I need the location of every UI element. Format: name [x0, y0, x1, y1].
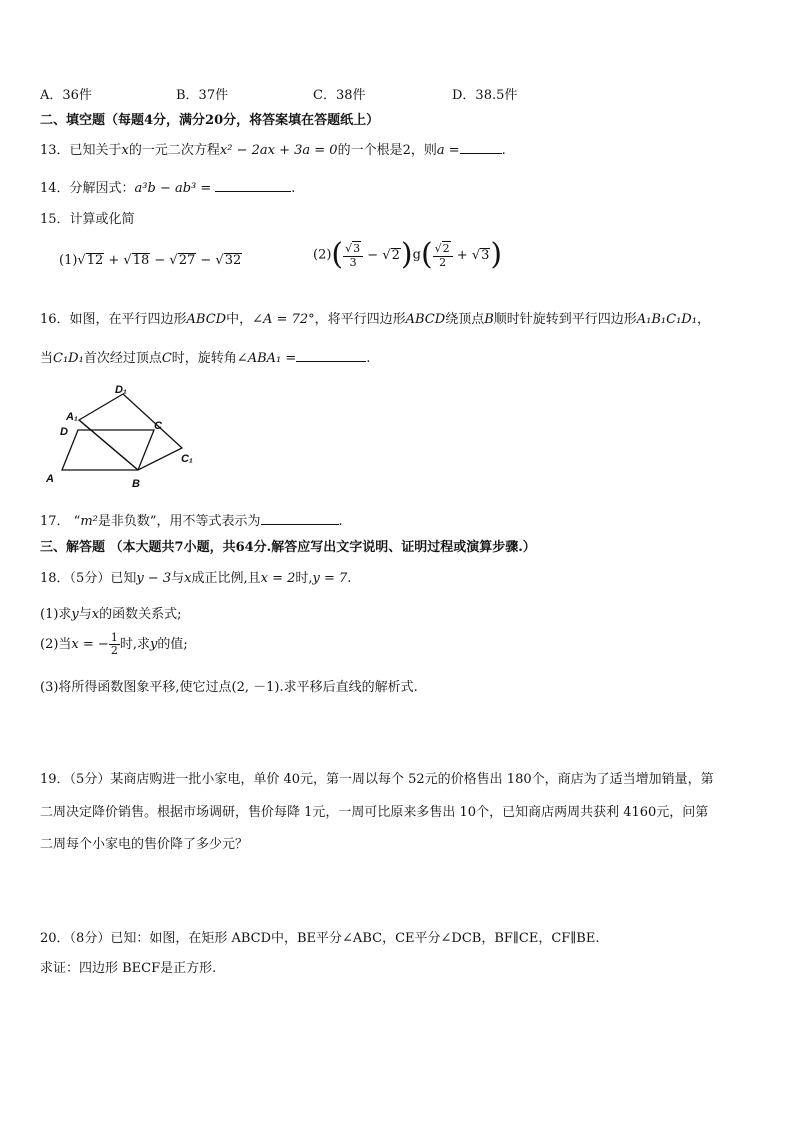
- q18-p1-y: y: [71, 607, 79, 622]
- q17-expr: m²: [80, 514, 98, 529]
- q18-cond1: x = 2: [260, 571, 296, 586]
- q16-vertex-c: C: [161, 351, 172, 366]
- segment-a1-b: [79, 420, 138, 470]
- q16-c1d1: C₁D₁: [53, 351, 84, 366]
- q18-mid: 与: [171, 571, 185, 586]
- q18-p2-c: 的值;: [157, 637, 188, 652]
- answer-blank[interactable]: [215, 180, 291, 192]
- q16-a1b1c1d1: A₁B₁C₁D₁: [636, 312, 697, 327]
- question-15-part1: (1)√12 + √18 − √27 − √32: [59, 253, 242, 268]
- question-18-part1: [40, 603, 182, 622]
- q16-text-c: ，将平行四边形: [314, 312, 406, 327]
- q18-p1-x: x: [91, 607, 100, 622]
- q15-p1-term3: 27: [178, 253, 196, 268]
- q16-text-b: 中，: [226, 312, 253, 327]
- q17-text: 是非负数”，用不等式表示为: [97, 514, 261, 529]
- question-19-line1: 19．（5分）某商店购进一批小家电，单价 40元，第一周以每个 52元的价格售出 180个，商店为了适当增加销量，第: [40, 772, 714, 787]
- label-b: B: [132, 478, 140, 490]
- label-c: C: [154, 420, 162, 432]
- q16-text-a: 16．如图，在平行四边形: [40, 312, 187, 327]
- answer-blank[interactable]: [296, 350, 366, 362]
- q16-end: .: [366, 351, 371, 366]
- q14-prefix: 14．分解因式：: [40, 181, 135, 196]
- label-c1: C₁: [181, 453, 193, 465]
- q16-text-e: 顺时针旋转到平行四边形: [493, 312, 637, 327]
- question-16-line2: [40, 347, 370, 366]
- parallelogram-a1b1c1d1: [79, 394, 182, 470]
- q16-vertex-b: B: [484, 312, 494, 327]
- q16-angle: ∠A = 72°: [252, 312, 315, 327]
- label-d: D: [60, 426, 68, 438]
- question-18: [40, 567, 351, 586]
- q18-prefix: 18．（5分）已知: [40, 571, 137, 586]
- q16-text-f: ，: [696, 312, 710, 327]
- q13-prefix: 13．已知关于: [40, 143, 122, 158]
- q16-text-h: 首次经过顶点: [83, 351, 162, 366]
- q15-p1-label: (1): [59, 253, 78, 268]
- q17-end: .: [338, 514, 343, 529]
- q14-end: .: [291, 181, 296, 196]
- q18-expr1: y − 3: [136, 571, 172, 586]
- q18-p2-den: 2: [110, 644, 118, 657]
- q18-p1-b: 与: [78, 607, 92, 622]
- q13-equation: x² − 2ax + 3a = 0: [219, 143, 338, 158]
- q16-text-g: 当: [40, 351, 54, 366]
- q18-var-x: x: [184, 571, 192, 586]
- q15-p1-term1: 12: [86, 253, 104, 268]
- q18-p2-y: y: [149, 637, 158, 652]
- question-19-line3: 二周每个小家电的售价降了多少元？: [40, 837, 249, 852]
- q16-abcd-2: ABCD: [405, 312, 446, 327]
- q18-cond2: y = 7: [312, 571, 348, 586]
- q18-p1-a: (1)求: [40, 607, 72, 622]
- question-20-line2: 求证：四边形 BECF是正方形.: [40, 961, 217, 976]
- q13-var-x: x: [121, 143, 129, 158]
- q13-mid2: 的一个根是2，则: [337, 143, 437, 158]
- parallelogram-rotation-figure: [44, 384, 214, 494]
- question-18-part3: (3)将所得函数图象平移,使它过点(2, －1).求平移后直线的解析式.: [40, 680, 418, 695]
- option-d: D．38.5件: [452, 88, 518, 103]
- option-c: C．38件: [313, 88, 366, 103]
- section3-heading: 三、解答题 （本大题共7小题，共64分.解答应写出文字说明、证明过程或演算步骤.）: [40, 540, 536, 555]
- question-15-title: 15．计算或化简: [40, 212, 135, 227]
- answer-blank[interactable]: [460, 142, 502, 154]
- question-17: [40, 510, 343, 529]
- q15-p2-label: (2): [313, 247, 332, 263]
- question-16-line1: [40, 308, 710, 327]
- question-15-part2: (2)( $\frac{√3}{3}$ − √2)g( $\frac{√2}{2}$ + √3): [313, 237, 503, 272]
- q15-p2-g: g: [412, 247, 421, 263]
- section2-heading: 二、填空题（每题4分，满分20分，将答案填在答题纸上）: [40, 113, 380, 128]
- option-a: A．36件: [40, 88, 92, 103]
- question-13: [40, 139, 506, 158]
- option-b: B．37件: [176, 88, 229, 103]
- q18-p2-x: x = −: [71, 637, 109, 652]
- q14-expr: a³b − ab³ =: [134, 181, 212, 196]
- q16-text-i: 时，旋转角: [171, 351, 237, 366]
- q18-p2-a: (2)当: [40, 637, 72, 652]
- label-d1: D₁: [115, 384, 127, 396]
- answer-blank[interactable]: [261, 513, 339, 525]
- question-19-line2: 二周决定降价销售。根据市场调研，售价每降 1元，一周可比原来多售出 10个，已知商店两周共获利 4160元，问第: [40, 805, 709, 820]
- q15-p1-term4: 32: [224, 253, 242, 268]
- question-14: [40, 177, 295, 196]
- question-18-part2: [40, 632, 188, 657]
- q13-mid: 的一元二次方程: [128, 143, 220, 158]
- q18-mid3: 时,: [295, 571, 313, 586]
- q18-end: .: [347, 571, 352, 586]
- label-a: A: [46, 473, 54, 485]
- q13-var-a: a =: [436, 143, 460, 158]
- q15-p1-term2: 18: [132, 253, 150, 268]
- q16-text-d: 绕顶点: [445, 312, 485, 327]
- q13-end: .: [501, 143, 506, 158]
- question-20-line1: 20．（8分）已知：如图，在矩形 ABCD中，BE平分∠ABC，CE平分∠DCB，BF∥CE，CF∥BE.: [40, 931, 600, 946]
- q16-abcd: ABCD: [186, 312, 227, 327]
- q18-p1-c: 的函数关系式;: [99, 607, 182, 622]
- q16-angle2: ∠ABA₁ =: [236, 351, 297, 366]
- q18-p2-b: 时,求: [119, 637, 150, 652]
- label-a1: A₁: [66, 411, 78, 423]
- q18-p2-num: 1: [110, 631, 118, 644]
- parallelogram-abcd: [62, 430, 154, 470]
- q17-prefix: 17． “: [40, 514, 81, 529]
- q18-mid2: 成正比例,且: [191, 571, 261, 586]
